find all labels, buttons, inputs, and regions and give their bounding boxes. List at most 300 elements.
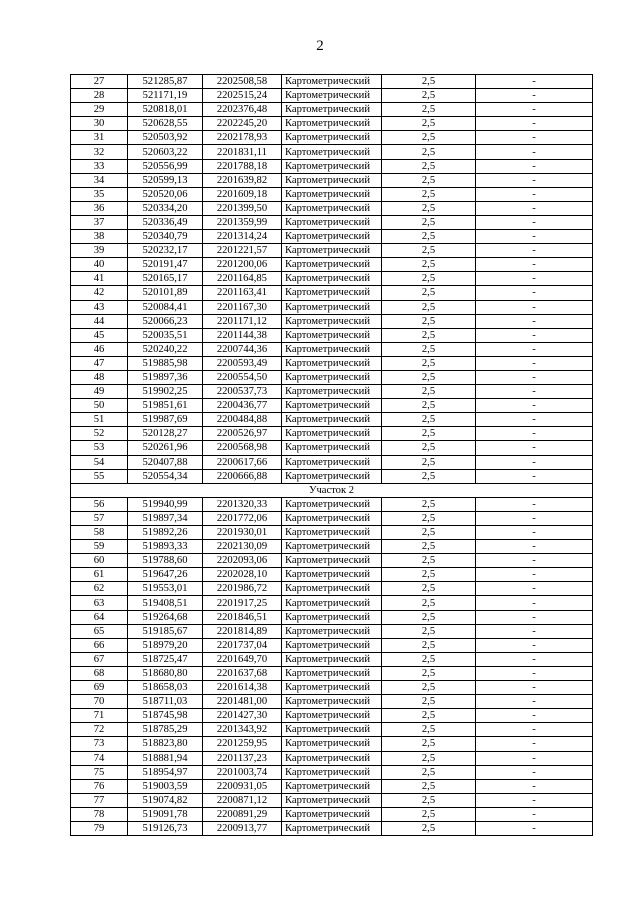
point-number-cell: 68 xyxy=(71,666,128,680)
table-row xyxy=(71,554,593,568)
y-coordinate-cell: 2201399,50 xyxy=(203,201,282,215)
y-coordinate-cell: 2201320,33 xyxy=(203,497,282,511)
method-cell: Картометрический xyxy=(282,765,382,779)
x-coordinate-cell: 519408,51 xyxy=(128,596,203,610)
note-cell: - xyxy=(476,497,593,511)
table-row xyxy=(71,751,593,765)
accuracy-cell: 2,5 xyxy=(382,159,476,173)
method-cell: Картометрический xyxy=(282,441,382,455)
x-coordinate-cell: 520261,96 xyxy=(128,441,203,455)
note-cell: - xyxy=(476,300,593,314)
note-cell: - xyxy=(476,187,593,201)
note-cell: - xyxy=(476,821,593,835)
note-cell: - xyxy=(476,427,593,441)
x-coordinate-cell: 520066,23 xyxy=(128,314,203,328)
method-cell: Картометрический xyxy=(282,173,382,187)
method-cell: Картометрический xyxy=(282,300,382,314)
table-row xyxy=(71,272,593,286)
note-cell: - xyxy=(476,131,593,145)
point-number-cell: 65 xyxy=(71,624,128,638)
method-cell: Картометрический xyxy=(282,370,382,384)
table-row xyxy=(71,230,593,244)
x-coordinate-cell: 520035,51 xyxy=(128,328,203,342)
note-cell: - xyxy=(476,666,593,680)
note-cell: - xyxy=(476,582,593,596)
note-cell: - xyxy=(476,807,593,821)
accuracy-cell: 2,5 xyxy=(382,497,476,511)
x-coordinate-cell: 519788,60 xyxy=(128,554,203,568)
note-cell: - xyxy=(476,370,593,384)
method-cell: Картометрический xyxy=(282,399,382,413)
method-cell: Картометрический xyxy=(282,681,382,695)
note-cell: - xyxy=(476,652,593,666)
table-row xyxy=(71,89,593,103)
x-coordinate-cell: 520084,41 xyxy=(128,300,203,314)
x-coordinate-cell: 518785,29 xyxy=(128,723,203,737)
note-cell: - xyxy=(476,793,593,807)
y-coordinate-cell: 2201221,57 xyxy=(203,244,282,258)
method-cell: Картометрический xyxy=(282,737,382,751)
note-cell: - xyxy=(476,145,593,159)
point-number-cell: 39 xyxy=(71,244,128,258)
method-cell: Картометрический xyxy=(282,159,382,173)
note-cell: - xyxy=(476,751,593,765)
x-coordinate-cell: 519987,69 xyxy=(128,413,203,427)
y-coordinate-cell: 2200484,88 xyxy=(203,413,282,427)
x-coordinate-cell: 518979,20 xyxy=(128,638,203,652)
y-coordinate-cell: 2201917,25 xyxy=(203,596,282,610)
method-cell: Картометрический xyxy=(282,779,382,793)
y-coordinate-cell: 2200554,50 xyxy=(203,370,282,384)
note-cell: - xyxy=(476,89,593,103)
table-row xyxy=(71,399,593,413)
x-coordinate-cell: 520101,89 xyxy=(128,286,203,300)
x-coordinate-cell: 520340,79 xyxy=(128,230,203,244)
point-number-cell: 53 xyxy=(71,441,128,455)
table-row xyxy=(71,103,593,117)
table-row xyxy=(71,596,593,610)
accuracy-cell: 2,5 xyxy=(382,89,476,103)
table-row xyxy=(71,765,593,779)
table-row xyxy=(71,314,593,328)
accuracy-cell: 2,5 xyxy=(382,173,476,187)
note-cell: - xyxy=(476,201,593,215)
y-coordinate-cell: 2200891,29 xyxy=(203,807,282,821)
accuracy-cell: 2,5 xyxy=(382,681,476,695)
note-cell: - xyxy=(476,159,593,173)
note-cell: - xyxy=(476,117,593,131)
point-number-cell: 38 xyxy=(71,230,128,244)
table-row xyxy=(71,497,593,511)
method-cell: Картометрический xyxy=(282,610,382,624)
table-row xyxy=(71,455,593,469)
accuracy-cell: 2,5 xyxy=(382,117,476,131)
point-number-cell: 37 xyxy=(71,215,128,229)
note-cell: - xyxy=(476,173,593,187)
note-cell: - xyxy=(476,540,593,554)
table-row xyxy=(71,723,593,737)
note-cell: - xyxy=(476,356,593,370)
x-coordinate-cell: 518711,03 xyxy=(128,695,203,709)
table-row xyxy=(71,356,593,370)
table-row xyxy=(71,526,593,540)
accuracy-cell: 2,5 xyxy=(382,300,476,314)
method-cell: Картометрический xyxy=(282,793,382,807)
x-coordinate-cell: 518823,80 xyxy=(128,737,203,751)
accuracy-cell: 2,5 xyxy=(382,314,476,328)
accuracy-cell: 2,5 xyxy=(382,610,476,624)
y-coordinate-cell: 2201003,74 xyxy=(203,765,282,779)
y-coordinate-cell: 2202508,58 xyxy=(203,75,282,89)
note-cell: - xyxy=(476,244,593,258)
point-number-cell: 41 xyxy=(71,272,128,286)
method-cell: Картометрический xyxy=(282,554,382,568)
x-coordinate-cell: 519897,36 xyxy=(128,370,203,384)
point-number-cell: 59 xyxy=(71,540,128,554)
method-cell: Картометрический xyxy=(282,568,382,582)
method-cell: Картометрический xyxy=(282,230,382,244)
method-cell: Картометрический xyxy=(282,215,382,229)
note-cell: - xyxy=(476,723,593,737)
accuracy-cell: 2,5 xyxy=(382,244,476,258)
y-coordinate-cell: 2201609,18 xyxy=(203,187,282,201)
table-row xyxy=(71,370,593,384)
point-number-cell: 60 xyxy=(71,554,128,568)
table-row xyxy=(71,300,593,314)
y-coordinate-cell: 2201649,70 xyxy=(203,652,282,666)
point-number-cell: 51 xyxy=(71,413,128,427)
accuracy-cell: 2,5 xyxy=(382,103,476,117)
table-row xyxy=(71,413,593,427)
table-row xyxy=(71,75,593,89)
y-coordinate-cell: 2202028,10 xyxy=(203,568,282,582)
x-coordinate-cell: 521171,19 xyxy=(128,89,203,103)
y-coordinate-cell: 2201343,92 xyxy=(203,723,282,737)
table-row xyxy=(71,511,593,525)
note-cell: - xyxy=(476,399,593,413)
y-coordinate-cell: 2201930,01 xyxy=(203,526,282,540)
table-row xyxy=(71,821,593,835)
y-coordinate-cell: 2200537,73 xyxy=(203,385,282,399)
table-row xyxy=(71,427,593,441)
point-number-cell: 55 xyxy=(71,469,128,483)
y-coordinate-cell: 2201846,51 xyxy=(203,610,282,624)
table-row xyxy=(71,441,593,455)
note-cell: - xyxy=(476,526,593,540)
x-coordinate-cell: 520818,01 xyxy=(128,103,203,117)
method-cell: Картометрический xyxy=(282,638,382,652)
x-coordinate-cell: 520628,55 xyxy=(128,117,203,131)
table-row xyxy=(71,286,593,300)
method-cell: Картометрический xyxy=(282,723,382,737)
x-coordinate-cell: 520554,34 xyxy=(128,469,203,483)
accuracy-cell: 2,5 xyxy=(382,568,476,582)
table-row xyxy=(71,469,593,483)
x-coordinate-cell: 519185,67 xyxy=(128,624,203,638)
point-number-cell: 74 xyxy=(71,751,128,765)
point-number-cell: 69 xyxy=(71,681,128,695)
accuracy-cell: 2,5 xyxy=(382,624,476,638)
point-number-cell: 36 xyxy=(71,201,128,215)
accuracy-cell: 2,5 xyxy=(382,286,476,300)
table-row xyxy=(71,145,593,159)
y-coordinate-cell: 2201481,00 xyxy=(203,695,282,709)
y-coordinate-cell: 2201137,23 xyxy=(203,751,282,765)
point-number-cell: 28 xyxy=(71,89,128,103)
y-coordinate-cell: 2200871,12 xyxy=(203,793,282,807)
y-coordinate-cell: 2201359,99 xyxy=(203,215,282,229)
note-cell: - xyxy=(476,610,593,624)
accuracy-cell: 2,5 xyxy=(382,328,476,342)
y-coordinate-cell: 2200593,49 xyxy=(203,356,282,370)
point-number-cell: 27 xyxy=(71,75,128,89)
x-coordinate-cell: 520232,17 xyxy=(128,244,203,258)
point-number-cell: 44 xyxy=(71,314,128,328)
y-coordinate-cell: 2201200,06 xyxy=(203,258,282,272)
accuracy-cell: 2,5 xyxy=(382,370,476,384)
point-number-cell: 31 xyxy=(71,131,128,145)
y-coordinate-cell: 2201637,68 xyxy=(203,666,282,680)
method-cell: Картометрический xyxy=(282,526,382,540)
y-coordinate-cell: 2201427,30 xyxy=(203,709,282,723)
point-number-cell: 29 xyxy=(71,103,128,117)
x-coordinate-cell: 519126,73 xyxy=(128,821,203,835)
y-coordinate-cell: 2200436,77 xyxy=(203,399,282,413)
accuracy-cell: 2,5 xyxy=(382,526,476,540)
accuracy-cell: 2,5 xyxy=(382,131,476,145)
method-cell: Картометрический xyxy=(282,427,382,441)
accuracy-cell: 2,5 xyxy=(382,145,476,159)
table-row xyxy=(71,328,593,342)
x-coordinate-cell: 518680,80 xyxy=(128,666,203,680)
x-coordinate-cell: 519851,61 xyxy=(128,399,203,413)
accuracy-cell: 2,5 xyxy=(382,540,476,554)
point-number-cell: 61 xyxy=(71,568,128,582)
point-number-cell: 66 xyxy=(71,638,128,652)
accuracy-cell: 2,5 xyxy=(382,807,476,821)
table-row xyxy=(71,117,593,131)
point-number-cell: 49 xyxy=(71,385,128,399)
y-coordinate-cell: 2201737,04 xyxy=(203,638,282,652)
table-row xyxy=(71,681,593,695)
x-coordinate-cell: 519264,68 xyxy=(128,610,203,624)
note-cell: - xyxy=(476,342,593,356)
coordinates-table xyxy=(70,74,593,836)
method-cell: Картометрический xyxy=(282,511,382,525)
point-number-cell: 62 xyxy=(71,582,128,596)
note-cell: - xyxy=(476,75,593,89)
point-number-cell: 70 xyxy=(71,695,128,709)
x-coordinate-cell: 521285,87 xyxy=(128,75,203,89)
x-coordinate-cell: 520191,47 xyxy=(128,258,203,272)
y-coordinate-cell: 2202178,93 xyxy=(203,131,282,145)
method-cell: Картометрический xyxy=(282,751,382,765)
point-number-cell: 71 xyxy=(71,709,128,723)
accuracy-cell: 2,5 xyxy=(382,427,476,441)
note-cell: - xyxy=(476,413,593,427)
x-coordinate-cell: 520334,20 xyxy=(128,201,203,215)
accuracy-cell: 2,5 xyxy=(382,596,476,610)
point-number-cell: 35 xyxy=(71,187,128,201)
accuracy-cell: 2,5 xyxy=(382,709,476,723)
y-coordinate-cell: 2200526,97 xyxy=(203,427,282,441)
x-coordinate-cell: 518745,98 xyxy=(128,709,203,723)
accuracy-cell: 2,5 xyxy=(382,230,476,244)
method-cell: Картометрический xyxy=(282,385,382,399)
accuracy-cell: 2,5 xyxy=(382,779,476,793)
table-row xyxy=(71,652,593,666)
table-row xyxy=(71,215,593,229)
table-row xyxy=(71,582,593,596)
table-row xyxy=(71,807,593,821)
table-row xyxy=(71,187,593,201)
table-row xyxy=(71,385,593,399)
y-coordinate-cell: 2201259,95 xyxy=(203,737,282,751)
note-cell: - xyxy=(476,695,593,709)
accuracy-cell: 2,5 xyxy=(382,511,476,525)
point-number-cell: 58 xyxy=(71,526,128,540)
x-coordinate-cell: 520407,88 xyxy=(128,455,203,469)
table-row xyxy=(71,159,593,173)
table-row xyxy=(71,666,593,680)
method-cell: Картометрический xyxy=(282,89,382,103)
note-cell: - xyxy=(476,455,593,469)
point-number-cell: 57 xyxy=(71,511,128,525)
y-coordinate-cell: 2201164,85 xyxy=(203,272,282,286)
accuracy-cell: 2,5 xyxy=(382,582,476,596)
note-cell: - xyxy=(476,230,593,244)
accuracy-cell: 2,5 xyxy=(382,385,476,399)
accuracy-cell: 2,5 xyxy=(382,356,476,370)
point-number-cell: 78 xyxy=(71,807,128,821)
y-coordinate-cell: 2201814,89 xyxy=(203,624,282,638)
method-cell: Картометрический xyxy=(282,596,382,610)
x-coordinate-cell: 518881,94 xyxy=(128,751,203,765)
x-coordinate-cell: 519091,78 xyxy=(128,807,203,821)
note-cell: - xyxy=(476,779,593,793)
y-coordinate-cell: 2202245,20 xyxy=(203,117,282,131)
point-number-cell: 63 xyxy=(71,596,128,610)
method-cell: Картометрический xyxy=(282,342,382,356)
note-cell: - xyxy=(476,314,593,328)
table-row xyxy=(71,201,593,215)
point-number-cell: 52 xyxy=(71,427,128,441)
point-number-cell: 30 xyxy=(71,117,128,131)
page-number: 2 xyxy=(316,38,324,54)
method-cell: Картометрический xyxy=(282,540,382,554)
note-cell: - xyxy=(476,215,593,229)
accuracy-cell: 2,5 xyxy=(382,342,476,356)
method-cell: Картометрический xyxy=(282,624,382,638)
accuracy-cell: 2,5 xyxy=(382,201,476,215)
accuracy-cell: 2,5 xyxy=(382,821,476,835)
note-cell: - xyxy=(476,709,593,723)
point-number-cell: 34 xyxy=(71,173,128,187)
method-cell: Картометрический xyxy=(282,356,382,370)
method-cell: Картометрический xyxy=(282,145,382,159)
point-number-cell: 42 xyxy=(71,286,128,300)
point-number-cell: 40 xyxy=(71,258,128,272)
table-row xyxy=(71,131,593,145)
point-number-cell: 75 xyxy=(71,765,128,779)
y-coordinate-cell: 2200913,77 xyxy=(203,821,282,835)
note-cell: - xyxy=(476,596,593,610)
note-cell: - xyxy=(476,511,593,525)
y-coordinate-cell: 2201772,06 xyxy=(203,511,282,525)
note-cell: - xyxy=(476,441,593,455)
method-cell: Картометрический xyxy=(282,709,382,723)
note-cell: - xyxy=(476,554,593,568)
method-cell: Картометрический xyxy=(282,695,382,709)
x-coordinate-cell: 519647,26 xyxy=(128,568,203,582)
x-coordinate-cell: 518954,97 xyxy=(128,765,203,779)
method-cell: Картометрический xyxy=(282,201,382,215)
x-coordinate-cell: 519902,25 xyxy=(128,385,203,399)
method-cell: Картометрический xyxy=(282,455,382,469)
point-number-cell: 73 xyxy=(71,737,128,751)
note-cell: - xyxy=(476,568,593,582)
y-coordinate-cell: 2201986,72 xyxy=(203,582,282,596)
accuracy-cell: 2,5 xyxy=(382,751,476,765)
method-cell: Картометрический xyxy=(282,272,382,286)
method-cell: Картометрический xyxy=(282,582,382,596)
x-coordinate-cell: 519885,98 xyxy=(128,356,203,370)
y-coordinate-cell: 2201171,12 xyxy=(203,314,282,328)
accuracy-cell: 2,5 xyxy=(382,272,476,286)
x-coordinate-cell: 518658,03 xyxy=(128,681,203,695)
accuracy-cell: 2,5 xyxy=(382,75,476,89)
y-coordinate-cell: 2201831,11 xyxy=(203,145,282,159)
point-number-cell: 50 xyxy=(71,399,128,413)
point-number-cell: 64 xyxy=(71,610,128,624)
note-cell: - xyxy=(476,469,593,483)
y-coordinate-cell: 2200744,36 xyxy=(203,342,282,356)
table-row xyxy=(71,695,593,709)
accuracy-cell: 2,5 xyxy=(382,441,476,455)
x-coordinate-cell: 520556,99 xyxy=(128,159,203,173)
x-coordinate-cell: 520503,92 xyxy=(128,131,203,145)
method-cell: Картометрический xyxy=(282,314,382,328)
note-cell: - xyxy=(476,328,593,342)
method-cell: Картометрический xyxy=(282,652,382,666)
x-coordinate-cell: 519553,01 xyxy=(128,582,203,596)
table-row xyxy=(71,793,593,807)
accuracy-cell: 2,5 xyxy=(382,723,476,737)
point-number-cell: 46 xyxy=(71,342,128,356)
y-coordinate-cell: 2200568,98 xyxy=(203,441,282,455)
y-coordinate-cell: 2202515,24 xyxy=(203,89,282,103)
point-number-cell: 45 xyxy=(71,328,128,342)
y-coordinate-cell: 2201639,82 xyxy=(203,173,282,187)
method-cell: Картометрический xyxy=(282,807,382,821)
note-cell: - xyxy=(476,258,593,272)
x-coordinate-cell: 519893,33 xyxy=(128,540,203,554)
x-coordinate-cell: 519003,59 xyxy=(128,779,203,793)
accuracy-cell: 2,5 xyxy=(382,413,476,427)
point-number-cell: 32 xyxy=(71,145,128,159)
method-cell: Картометрический xyxy=(282,497,382,511)
coordinates-table-body xyxy=(71,75,593,836)
table-row xyxy=(71,568,593,582)
point-number-cell: 76 xyxy=(71,779,128,793)
accuracy-cell: 2,5 xyxy=(382,469,476,483)
y-coordinate-cell: 2202130,09 xyxy=(203,540,282,554)
accuracy-cell: 2,5 xyxy=(382,215,476,229)
table-row xyxy=(71,737,593,751)
table-row xyxy=(71,624,593,638)
x-coordinate-cell: 520599,13 xyxy=(128,173,203,187)
method-cell: Картометрический xyxy=(282,413,382,427)
